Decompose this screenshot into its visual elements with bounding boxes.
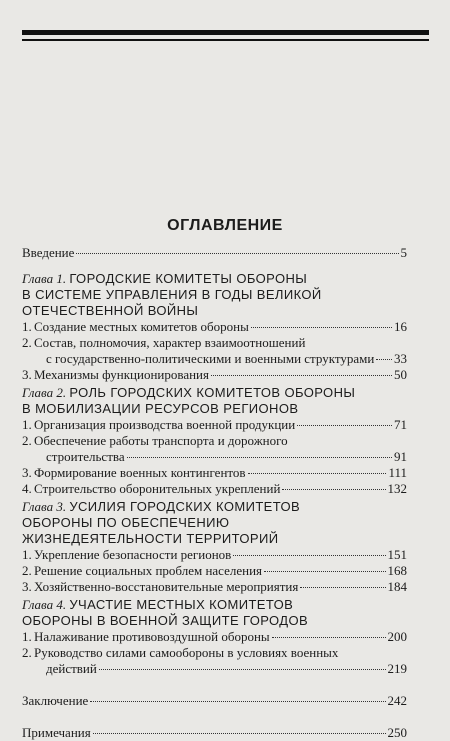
- header-rule-thick: [22, 30, 429, 35]
- dot-leader: [127, 457, 392, 458]
- subsection-number: 1.: [22, 629, 32, 644]
- toc-page-number: 16: [394, 319, 407, 334]
- dot-leader: [272, 637, 386, 638]
- subsection-title-line: Организация производства военной продукции: [34, 417, 296, 432]
- chapter-title-line: РОЛЬ ГОРОДСКИХ КОМИТЕТОВ ОБОРОНЫ: [69, 385, 356, 400]
- chapter-title-line: ОБОРОНЫ ПО ОБЕСПЕЧЕНИЮ: [22, 515, 230, 530]
- dot-leader: [264, 571, 385, 572]
- toc-page-number: 71: [394, 417, 407, 432]
- toc-entry-label: Примечания: [22, 725, 91, 740]
- toc-page-number: 242: [387, 693, 407, 708]
- subsection-title-line: с государственно-политическими и военными структурами: [46, 351, 375, 366]
- toc-entry-label: Заключение: [22, 693, 89, 708]
- subsection-number: 3.: [22, 367, 32, 382]
- chapter-label: Глава 3.: [22, 499, 67, 514]
- chapter-title-line: ГОРОДСКИЕ КОМИТЕТЫ ОБОРОНЫ: [69, 271, 308, 286]
- subsection-title-line: Налаживание противовоздушной обороны: [34, 629, 270, 644]
- dot-leader: [248, 473, 387, 474]
- subsection-number: 2.: [22, 563, 32, 578]
- toc-subsection[interactable]: [22, 645, 407, 677]
- toc-subsection[interactable]: [22, 547, 407, 563]
- subsection-number: 3.: [22, 465, 32, 480]
- header-rule-thin: [22, 39, 429, 41]
- subsection-number: 2.: [22, 645, 32, 660]
- dot-leader: [233, 555, 385, 556]
- chapter-title-line: В МОБИЛИЗАЦИИ РЕСУРСОВ РЕГИОНОВ: [22, 401, 299, 416]
- chapter-heading[interactable]: [22, 597, 407, 629]
- chapter-title-line: ОБОРОНЫ В ВОЕННОЙ ЗАЩИТЕ ГОРОДОВ: [22, 613, 309, 628]
- dot-leader: [93, 733, 386, 734]
- chapter-title-line: УСИЛИЯ ГОРОДСКИХ КОМИТЕТОВ: [69, 499, 301, 514]
- toc-subsection[interactable]: [22, 367, 407, 383]
- toc-entry-intro[interactable]: [22, 245, 407, 261]
- dot-leader: [90, 701, 385, 702]
- toc-page-number: 111: [388, 465, 407, 480]
- chapter-title-line: ОТЕЧЕСТВЕННОЙ ВОЙНЫ: [22, 303, 199, 318]
- table-of-contents: [22, 245, 407, 741]
- dot-leader: [76, 253, 398, 254]
- dot-leader: [297, 425, 392, 426]
- toc-subsection[interactable]: [22, 465, 407, 481]
- subsection-title-line: Обеспечение работы транспорта и дорожного: [34, 433, 288, 448]
- subsection-title-line: Укрепление безопасности регионов: [34, 547, 232, 562]
- subsection-number: 1.: [22, 547, 32, 562]
- chapter-heading[interactable]: [22, 499, 407, 547]
- toc-page-number: 168: [387, 563, 407, 578]
- toc-subsection[interactable]: [22, 335, 407, 367]
- toc-page-number: 250: [387, 725, 407, 740]
- subsection-title-line: Решение социальных проблем населения: [34, 563, 263, 578]
- chapter-title-line: В СИСТЕМЕ УПРАВЛЕНИЯ В ГОДЫ ВЕЛИКОЙ: [22, 287, 322, 302]
- subsection-number: 1.: [22, 417, 32, 432]
- chapter-heading[interactable]: [22, 271, 407, 319]
- subsection-title-line: Формирование военных контингентов: [34, 465, 246, 480]
- chapter-title-line: УЧАСТИЕ МЕСТНЫХ КОМИТЕТОВ: [69, 597, 294, 612]
- subsection-title-line: действий: [46, 661, 97, 676]
- toc-subsection[interactable]: [22, 579, 407, 595]
- dot-leader: [282, 489, 385, 490]
- chapter-title-line: ЖИЗНЕДЕЯТЕЛЬНОСТИ ТЕРРИТОРИЙ: [22, 531, 279, 546]
- toc-page-number: 33: [394, 351, 407, 366]
- chapter-label: Глава 4.: [22, 597, 67, 612]
- dot-leader: [211, 375, 392, 376]
- toc-subsection[interactable]: [22, 417, 407, 433]
- dot-leader: [376, 359, 392, 360]
- toc-subsection[interactable]: [22, 481, 407, 497]
- subsection-title-line: строительства: [46, 449, 125, 464]
- subsection-number: 2.: [22, 335, 32, 350]
- toc-page-number: 219: [387, 661, 407, 676]
- toc-page-number: 91: [394, 449, 407, 464]
- toc-page-number: 50: [394, 367, 407, 382]
- chapter-label: Глава 2.: [22, 385, 67, 400]
- toc-title: ОГЛАВЛЕНИЕ: [167, 217, 283, 234]
- toc-entry-label: Введение: [22, 245, 75, 260]
- toc-subsection[interactable]: [22, 433, 407, 465]
- toc-subsection[interactable]: [22, 629, 407, 645]
- subsection-number: 3.: [22, 579, 32, 594]
- chapter-label: Глава 1.: [22, 271, 67, 286]
- toc-entry-notes[interactable]: [22, 725, 407, 741]
- dot-leader: [300, 587, 385, 588]
- dot-leader: [251, 327, 392, 328]
- toc-entry-conclusion[interactable]: [22, 693, 407, 709]
- dot-leader: [99, 669, 386, 670]
- subsection-number: 1.: [22, 319, 32, 334]
- subsection-title-line: Создание местных комитетов обороны: [34, 319, 249, 334]
- toc-subsection[interactable]: [22, 319, 407, 335]
- chapters-list: [22, 271, 407, 677]
- toc-page-number: 151: [387, 547, 407, 562]
- subsection-number: 4.: [22, 481, 32, 496]
- chapter-heading[interactable]: [22, 385, 407, 417]
- subsection-title-line: Механизмы функционирования: [34, 367, 209, 382]
- subsection-number: 2.: [22, 433, 32, 448]
- toc-page-number: 5: [400, 245, 407, 260]
- subsection-title-line: Строительство оборонительных укреплений: [34, 481, 281, 496]
- subsection-title-line: Хозяйственно-восстановительные мероприятия: [34, 579, 299, 594]
- toc-page-number: 132: [387, 481, 407, 496]
- subsection-title-line: Состав, полномочия, характер взаимоотношений: [34, 335, 306, 350]
- subsection-title-line: Руководство силами самообороны в условиях военных: [34, 645, 339, 660]
- toc-page-number: 184: [387, 579, 407, 594]
- toc-page-number: 200: [387, 629, 407, 644]
- toc-subsection[interactable]: [22, 563, 407, 579]
